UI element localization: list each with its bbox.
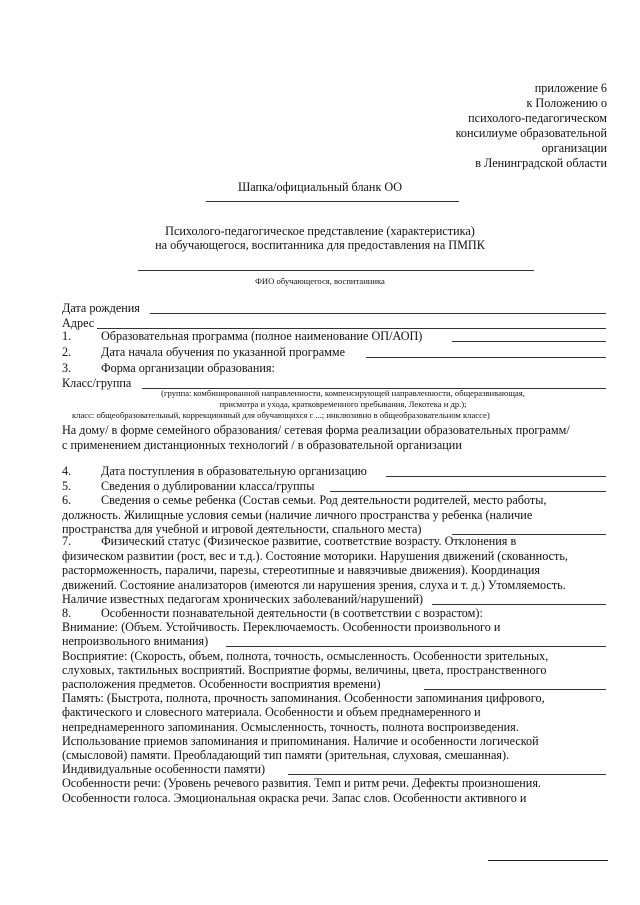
speech-text: Особенности речи: (Уровень речевого развития. Темп и ритм речи. Дефекты произношения. (62, 776, 541, 790)
attention-text: Внимание: (Объем. Устойчивость. Переключаемость. Особенности произвольного и (62, 620, 501, 634)
appendix-line: к Положению о (526, 96, 607, 110)
family-text: должность. Жилищные условия семьи (наличие личного пространства у ребенка (наличие (62, 508, 533, 522)
item-number: 2. (62, 345, 72, 359)
item-number: 1. (62, 329, 72, 343)
appendix-line: консилиуме образовательной (455, 126, 607, 140)
perception-text: слуховых, тактильных восприятий. Восприятие формы, величины, цвета, пространственного (62, 663, 547, 677)
start-date-label: Дата начала обучения по указанной программе (101, 345, 346, 359)
letterhead-rule (206, 201, 459, 202)
duplication-input[interactable] (330, 491, 606, 492)
physical-text: Физический статус (Физическое развитие, соответствие возрасту. Отклонения в (101, 534, 517, 548)
program-label: Образовательная программа (полное наименование ОП/АОП) (101, 329, 423, 343)
perception-text: расположения предметов. Особенности восприятия времени) (62, 677, 381, 691)
entry-date-label: Дата поступления в образовательную организацию (101, 464, 367, 478)
group-note: присмотра и ухода, кратковременного пребывания, Лекотека и др.); (219, 399, 467, 409)
memory-input[interactable] (288, 774, 606, 775)
address-label: Адрес (62, 316, 95, 330)
home-form: На дому/ в форме семейного образования/ сетевая форма реализации образовательных программ/ (62, 423, 570, 437)
entry-date-input[interactable] (386, 476, 606, 477)
physical-text: физическом развитии (рост, вес и т.д.). Состояние моторики. Нарушения движений (скованность, (62, 549, 568, 563)
dob-label: Дата рождения (62, 301, 140, 315)
perception-text: Восприятие: (Скорость, объем, полнота, точность, осмысленность. Особенности зрительных, (62, 649, 549, 663)
item-number: 6. (62, 493, 72, 507)
speech-text: Особенности голоса. Эмоциональная окраска речи. Запас слов. Особенности активного и (62, 791, 527, 805)
perception-input[interactable] (424, 689, 606, 690)
physical-text: Наличие известных педагогам хронических заболеваний/нарушений) (62, 592, 424, 606)
appendix-line: психолого-педагогическом (468, 111, 607, 125)
attention-text: непроизвольного внимания) (62, 634, 209, 648)
home-form: с применением дистанционных технологий / в образовательной организации (62, 438, 462, 452)
family-text: Сведения о семье ребенка (Состав семьи. Род деятельности родителей, место работы, (101, 493, 547, 507)
attention-input[interactable] (226, 646, 606, 647)
document-title: Психолого-педагогическое представление (характеристика) (165, 224, 475, 238)
memory-text: (смысловой) памяти. Преобладающий тип памяти (зрительная, слуховая, смешанная). (62, 748, 510, 762)
appendix-line: приложение 6 (534, 81, 607, 95)
family-text: пространства для учебной и игровой деятельности, спального места) (62, 522, 422, 536)
item-number: 3. (62, 361, 72, 375)
footer-rule (488, 860, 608, 861)
physical-input[interactable] (432, 604, 606, 605)
dob-input[interactable] (150, 313, 606, 314)
letterhead: Шапка/официальный бланк ОО (237, 180, 403, 194)
program-input[interactable] (452, 341, 606, 342)
item-number: 4. (62, 464, 72, 478)
memory-text: Индивидуальные особенности памяти) (62, 762, 266, 776)
fio-rule (138, 270, 534, 271)
memory-text: фактического и словесного материала. Особенности и объем преднамеренного и (62, 705, 481, 719)
form-label: Форма организации образования: (101, 361, 275, 375)
duplication-label: Сведения о дублировании класса/группы (101, 479, 315, 493)
group-note: (группа: комбинированной направленности, компенсирующей направленности, общеразвивающая, (161, 388, 525, 398)
appendix-line: организации (541, 141, 607, 155)
item-number: 5. (62, 479, 72, 493)
start-date-input[interactable] (366, 357, 606, 358)
physical-text: движений. Состояние анализаторов (имеются ли нарушения зрения, слуха и т. д.) Утомляемость. (62, 578, 566, 592)
item-number: 8. (62, 606, 72, 620)
cognitive-label: Особенности познавательной деятельности (в соответствии с возрастом): (101, 606, 483, 620)
memory-text: Использование приемов запоминания и припоминания. Наличие и особенности логической (62, 734, 539, 748)
appendix-line: в Ленинградской области (475, 156, 607, 170)
fio-caption: ФИО обучающегося, воспитанника (255, 276, 385, 286)
class-note: класс: общеобразовательный, коррекционный для обучающихся с ...; инклюзивно в общеобразовательном классе) (72, 410, 490, 420)
document-title: на обучающегося, воспитанника для предоставления на ПМПК (155, 238, 485, 252)
item-number: 7. (62, 534, 72, 548)
memory-text: непреднамеренного запоминания. Осмысленность, точность, полнота воспроизведения. (62, 720, 519, 734)
memory-text: Память: (Быстрота, полнота, прочность запоминания. Особенности запоминания цифрового, (62, 691, 545, 705)
class-group-label: Класс/группа (62, 376, 132, 390)
physical-text: расторможенность, параличи, парезы, стереотипные и навязчивые движения). Координация (62, 563, 540, 577)
